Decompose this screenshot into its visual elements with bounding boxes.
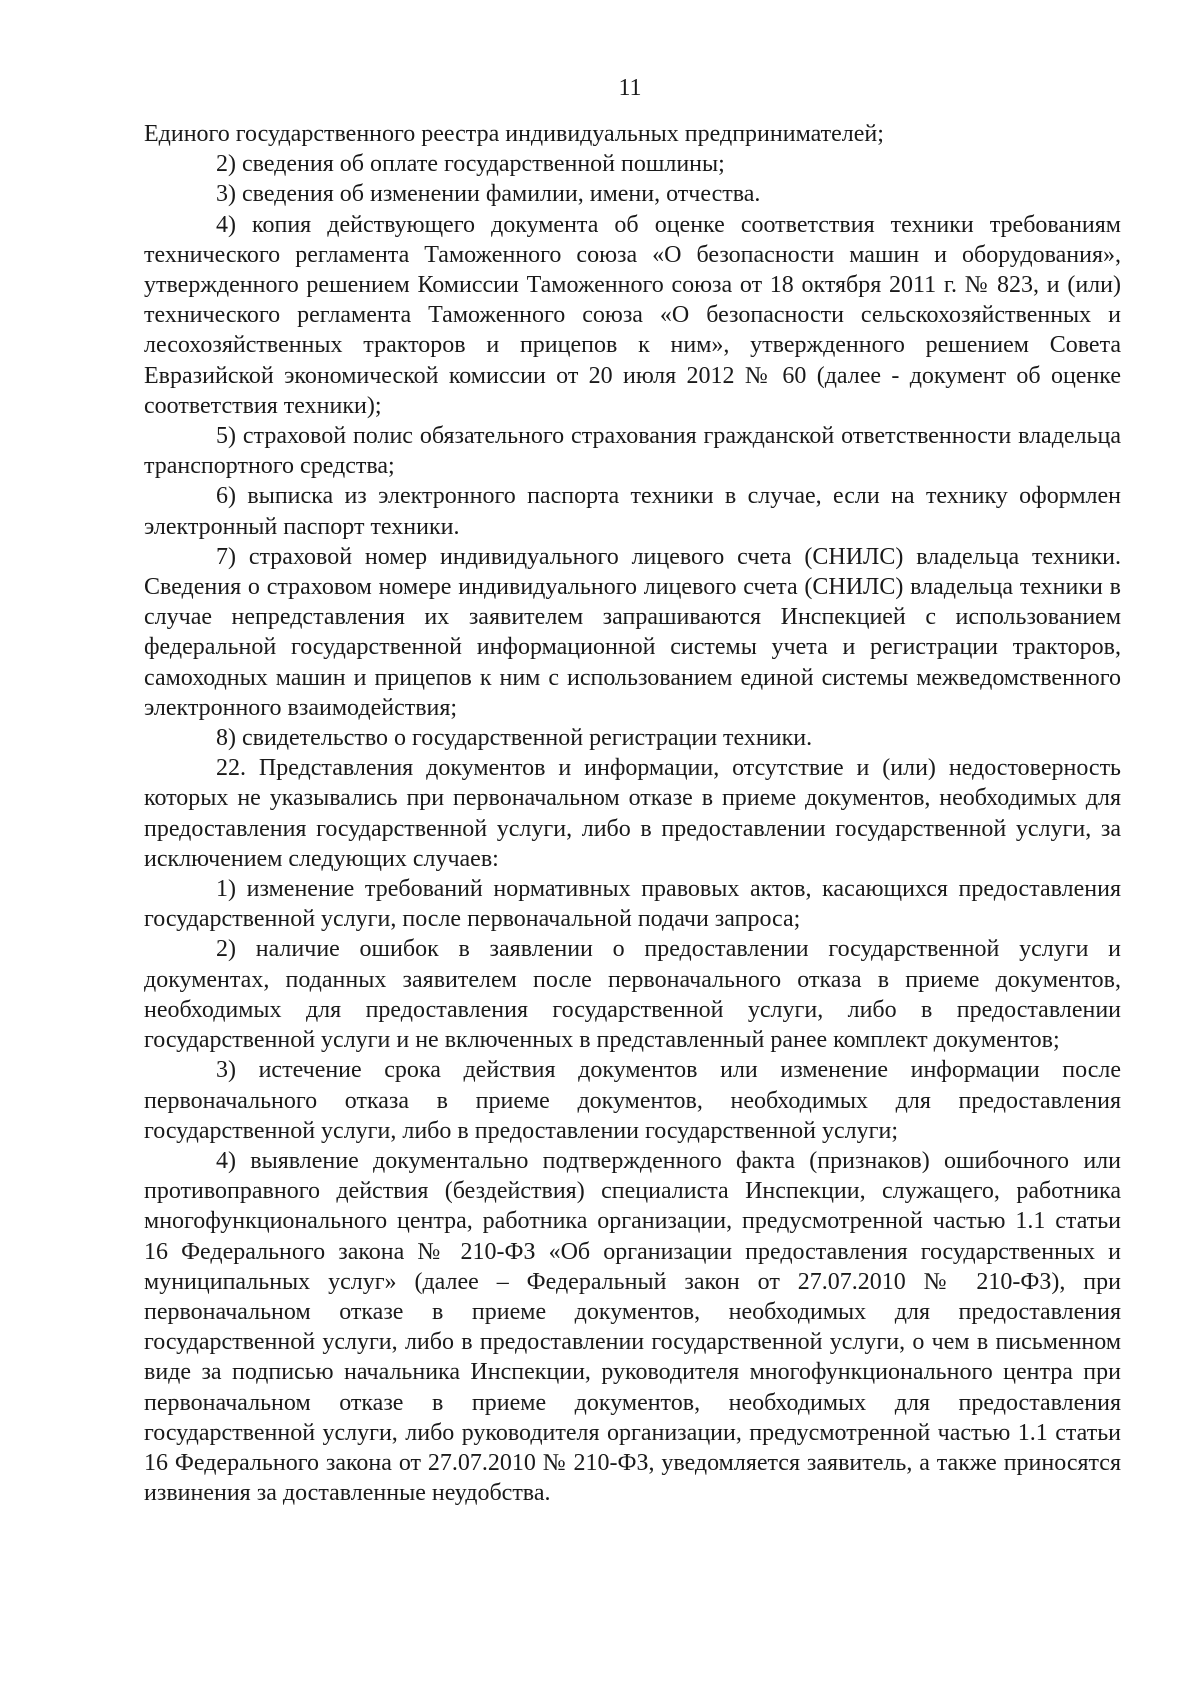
paragraph-item-4: 4) копия действующего документа об оценке соответствия техники требованиям технического регламента Таможенного союза «О безопасности машин и оборудования», утвержденного решением Комиссии Таможенного союза от 18 октября 2011 г. № 823, и (или) технического регламента Таможенного союза «О безопасности сельскохозяйственных и лесохозяйственных тракторов и прицепов к ним», утвержденного решением Совета Евразийской экономической комиссии от 20 июля 2012 № 60 (далее - документ об оценке соответствия техники);: [144, 211, 1121, 419]
paragraph-case-2: 2) наличие ошибок в заявлении о предоставлении государственной услуги и документах, поданных заявителем после первоначального отказа в приеме документов, необходимых для предоставления государственной услуги, либо в предоставлении государственной услуги и не включенных в представленный ранее комплект документов;: [144, 936, 1121, 1054]
paragraph-case-3: 3) истечение срока действия документов или изменение информации после первоначального отказа в приеме документов, необходимых для предоставления государственной услуги, либо в предоставлении государственной услуги;: [144, 1057, 1121, 1144]
paragraph-item-6: 6) выписка из электронного паспорта техники в случае, если на технику оформлен электронный паспорт техники.: [144, 483, 1121, 540]
paragraph-item-5: 5) страховой полис обязательного страхования гражданской ответственности владельца транспортного средства;: [144, 423, 1121, 480]
document-body: [144, 119, 1121, 1508]
page-number: 11: [618, 75, 642, 101]
paragraph-clause-22: 22. Представления документов и информации, отсутствие и (или) недостоверность которых не указывались при первоначальном отказе в приеме документов, необходимых для предоставления государственной услуги, либо в предоставлении государственной услуги, за исключением следующих случаев:: [144, 755, 1121, 872]
paragraph-item-3: 3) сведения об изменении фамилии, имени, отчества.: [216, 181, 761, 208]
paragraph-case-1: 1) изменение требований нормативных правовых актов, касающихся предоставления государственной услуги, после первоначальной подачи запроса;: [144, 876, 1121, 933]
paragraph-case-4: 4) выявление документально подтвержденного факта (признаков) ошибочного или противоправного действия (бездействия) специалиста Инспекции, служащего, работника многофункционального центра, работника организации, предусмотренной частью 1.1 статьи 16 Федерального закона № 210-ФЗ «Об организации предоставления государственных и муниципальных услуг» (далее – Федеральный закон от 27.07.2010 № 210-ФЗ), при первоначальном отказе в приеме документов, необходимых для предоставления государственной услуги, либо в предоставлении государственной услуги, о чем в письменном виде за подписью начальника Инспекции, руководителя многофункционального центра при первоначальном отказе в приеме документов, необходимых для предоставления государственной услуги, либо руководителя организации, предусмотренной частью 1.1 статьи 16 Федерального закона от 27.07.2010 № 210-ФЗ, уведомляется заявитель, а также приносятся извинения за доставленные неудобства.: [144, 1147, 1121, 1507]
paragraph-continuation: Единого государственного реестра индивидуальных предпринимателей;: [144, 121, 884, 147]
paragraph-item-8: 8) свидетельство о государственной регистрации техники.: [216, 725, 813, 752]
paragraph-item-7: 7) страховой номер индивидуального лицевого счета (СНИЛС) владельца техники. Сведения о страховом номере индивидуального лицевого счета (СНИЛС) владельца техники в случае непредставления их заявителем запрашиваются Инспекцией с использованием федеральной государственной информационной системы учета и регистрации тракторов, самоходных машин и прицепов к ним с использованием единой системы межведомственного электронного взаимодействия;: [144, 543, 1121, 721]
paragraph-item-2: 2) сведения об оплате государственной пошлины;: [216, 151, 725, 178]
